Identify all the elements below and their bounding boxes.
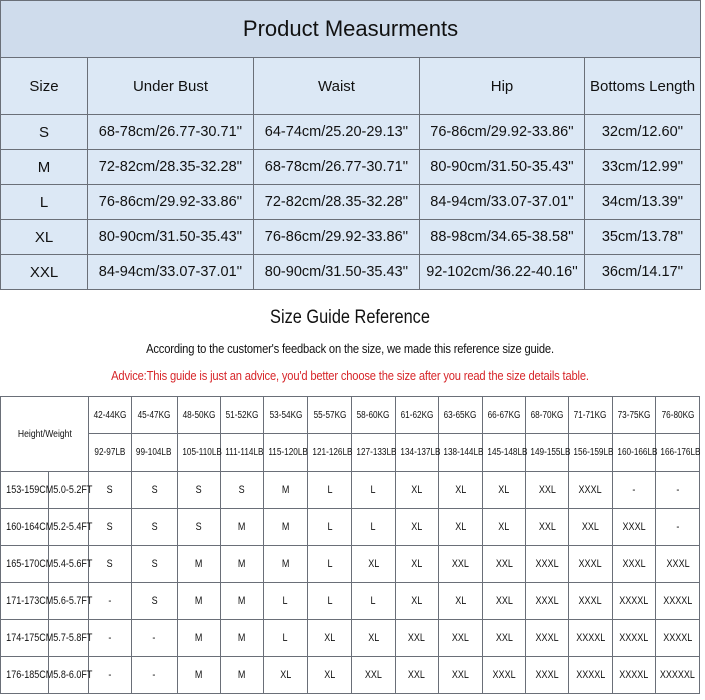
height-ft-cell: 5.0-5.2FT	[48, 472, 89, 509]
size-cell: XL	[308, 620, 352, 657]
size-cell: XL	[351, 620, 395, 657]
column-header-waist: Waist	[254, 58, 420, 115]
size-cell: -	[656, 509, 700, 546]
cell-hip: 84-94cm/33.07-37.01''	[420, 185, 585, 220]
size-cell: XXL	[482, 620, 526, 657]
size-cell: XL	[395, 472, 439, 509]
height-cm-cell: 160-164CM	[1, 509, 49, 546]
cell-bottoms-length: 35cm/13.78''	[585, 220, 701, 255]
size-cell: L	[263, 620, 308, 657]
size-cell: L	[263, 583, 308, 620]
size-cell: M	[221, 583, 264, 620]
size-cell: XXXXL	[656, 620, 700, 657]
weight-lb-cell: 127-133LB	[351, 434, 395, 472]
size-cell: XXXL	[568, 472, 612, 509]
size-cell: S	[89, 472, 132, 509]
size-cell: XXL	[482, 583, 526, 620]
size-cell: XXXXXL	[656, 657, 700, 694]
size-cell: M	[263, 509, 308, 546]
size-cell: -	[131, 620, 177, 657]
size-cell: -	[656, 472, 700, 509]
height-row	[1, 546, 700, 583]
size-cell: XXXL	[568, 583, 612, 620]
size-cell: M	[221, 620, 264, 657]
weight-lb-cell: 105-110LB	[177, 434, 221, 472]
weight-kg-cell: 71-71KG	[568, 397, 612, 434]
size-cell: S	[131, 509, 177, 546]
size-cell: XL	[482, 509, 526, 546]
size-cell: L	[308, 472, 352, 509]
size-cell: XXXL	[612, 546, 656, 583]
size-cell: XL	[482, 472, 526, 509]
cell-waist: 76-86cm/29.92-33.86''	[254, 220, 420, 255]
height-ft-cell: 5.7-5.8FT	[48, 620, 89, 657]
weight-lb-cell: 111-114LB	[221, 434, 264, 472]
size-cell: L	[351, 472, 395, 509]
weight-lb-cell: 121-126LB	[308, 434, 352, 472]
height-cm-cell: 171-173CM	[1, 583, 49, 620]
size-cell: M	[177, 546, 221, 583]
size-cell: -	[612, 472, 656, 509]
column-header-size: Size	[1, 58, 88, 115]
size-cell: XXXL	[526, 620, 569, 657]
cell-waist: 64-74cm/25.20-29.13''	[254, 115, 420, 150]
size-cell: XXXXL	[656, 583, 700, 620]
product-measurements-table	[0, 0, 700, 293]
weight-lb-cell: 134-137LB	[395, 434, 439, 472]
weight-lb-cell: 138-144LB	[439, 434, 483, 472]
size-cell: XXXL	[526, 583, 569, 620]
weight-kg-cell: 66-67KG	[482, 397, 526, 434]
size-cell: S	[221, 472, 264, 509]
size-cell: S	[89, 509, 132, 546]
size-cell: XXXL	[482, 657, 526, 694]
weight-kg-cell: 53-54KG	[263, 397, 308, 434]
height-cm-cell: 174-175CM	[1, 620, 49, 657]
height-ft-cell: 5.4-5.6FT	[48, 546, 89, 583]
height-weight-header: Height/Weight	[1, 397, 89, 472]
weight-lb-row	[1, 434, 700, 472]
weight-kg-cell: 58-60KG	[351, 397, 395, 434]
size-cell: S	[177, 509, 221, 546]
size-cell: XXXXL	[612, 657, 656, 694]
size-cell: M	[263, 546, 308, 583]
size-cell: XL	[439, 583, 483, 620]
height-cm-cell: 176-185CM	[1, 657, 49, 694]
weight-kg-row	[1, 397, 700, 434]
column-header-bottoms-length: Bottoms Length	[585, 58, 701, 115]
size-cell: XL	[263, 657, 308, 694]
measurements-title: Product Measurments	[1, 1, 701, 58]
size-cell: M	[221, 657, 264, 694]
guide-title: Size Guide Reference	[270, 307, 430, 328]
size-cell: -	[89, 620, 132, 657]
size-guide-table	[0, 396, 700, 694]
size-cell: XL	[439, 509, 483, 546]
size-cell: M	[177, 583, 221, 620]
measurement-row	[1, 115, 701, 150]
size-cell: S	[89, 546, 132, 583]
size-cell: -	[89, 657, 132, 694]
measurement-row	[1, 150, 701, 185]
cell-hip: 88-98cm/34.65-38.58''	[420, 220, 585, 255]
cell-bottoms-length: 33cm/12.99''	[585, 150, 701, 185]
cell-under-bust: 76-86cm/29.92-33.86''	[88, 185, 254, 220]
size-cell: XXL	[439, 657, 483, 694]
size-cell: XXL	[351, 657, 395, 694]
cell-size: XXL	[1, 255, 88, 290]
guide-advice: Advice:This guide is just an advice, you'd better choose the size after you read the size details table.	[111, 368, 589, 383]
cell-under-bust: 84-94cm/33.07-37.01''	[88, 255, 254, 290]
size-cell: S	[131, 583, 177, 620]
cell-size: XL	[1, 220, 88, 255]
size-cell: M	[177, 657, 221, 694]
weight-lb-cell: 156-159LB	[568, 434, 612, 472]
size-cell: L	[351, 509, 395, 546]
size-cell: L	[351, 583, 395, 620]
size-cell: XL	[395, 583, 439, 620]
size-cell: XXL	[482, 546, 526, 583]
size-cell: XXXL	[526, 546, 569, 583]
size-cell: XXL	[526, 472, 569, 509]
size-cell: XXXL	[612, 509, 656, 546]
size-cell: XXXXL	[568, 657, 612, 694]
cell-under-bust: 72-82cm/28.35-32.28''	[88, 150, 254, 185]
size-cell: M	[177, 620, 221, 657]
size-cell: XXXXL	[612, 583, 656, 620]
size-cell: XXXL	[656, 546, 700, 583]
size-cell: S	[131, 472, 177, 509]
size-cell: XXL	[439, 546, 483, 583]
weight-lb-cell: 145-148LB	[482, 434, 526, 472]
weight-kg-cell: 45-47KG	[131, 397, 177, 434]
size-cell: XL	[395, 546, 439, 583]
guide-note: According to the customer's feedback on the size, we made this reference size guide.	[146, 341, 554, 356]
weight-kg-cell: 63-65KG	[439, 397, 483, 434]
size-cell: XXL	[439, 620, 483, 657]
height-row	[1, 657, 700, 694]
height-row	[1, 583, 700, 620]
height-ft-cell: 5.2-5.4FT	[48, 509, 89, 546]
weight-lb-cell: 92-97LB	[89, 434, 132, 472]
cell-size: L	[1, 185, 88, 220]
weight-kg-cell: 42-44KG	[89, 397, 132, 434]
size-cell: XXXL	[568, 546, 612, 583]
size-cell: L	[308, 509, 352, 546]
cell-under-bust: 80-90cm/31.50-35.43''	[88, 220, 254, 255]
size-cell: M	[221, 546, 264, 583]
size-cell: -	[89, 583, 132, 620]
weight-lb-cell: 149-155LB	[526, 434, 569, 472]
cell-bottoms-length: 36cm/14.17''	[585, 255, 701, 290]
weight-lb-cell: 99-104LB	[131, 434, 177, 472]
measurement-row	[1, 255, 701, 290]
size-cell: XXXXL	[568, 620, 612, 657]
weight-kg-cell: 68-70KG	[526, 397, 569, 434]
measurement-row	[1, 220, 701, 255]
cell-size: M	[1, 150, 88, 185]
cell-bottoms-length: 34cm/13.39''	[585, 185, 701, 220]
size-cell: XL	[395, 509, 439, 546]
size-cell: M	[263, 472, 308, 509]
height-cm-cell: 153-159CM	[1, 472, 49, 509]
height-row	[1, 472, 700, 509]
size-cell: XXL	[395, 620, 439, 657]
weight-kg-cell: 76-80KG	[656, 397, 700, 434]
weight-kg-cell: 51-52KG	[221, 397, 264, 434]
cell-waist: 72-82cm/28.35-32.28''	[254, 185, 420, 220]
size-cell: L	[308, 583, 352, 620]
size-cell: XL	[439, 472, 483, 509]
weight-lb-cell: 166-176LB	[656, 434, 700, 472]
height-cm-cell: 165-170CM	[1, 546, 49, 583]
weight-kg-cell: 48-50KG	[177, 397, 221, 434]
size-cell: XL	[308, 657, 352, 694]
height-row	[1, 509, 700, 546]
cell-bottoms-length: 32cm/12.60''	[585, 115, 701, 150]
column-header-hip: Hip	[420, 58, 585, 115]
height-row	[1, 620, 700, 657]
height-ft-cell: 5.8-6.0FT	[48, 657, 89, 694]
size-cell: XL	[351, 546, 395, 583]
size-cell: XXXL	[526, 657, 569, 694]
cell-hip: 80-90cm/31.50-35.43''	[420, 150, 585, 185]
weight-kg-cell: 55-57KG	[308, 397, 352, 434]
measurements-header-row	[1, 58, 701, 115]
size-cell: S	[131, 546, 177, 583]
cell-waist: 68-78cm/26.77-30.71''	[254, 150, 420, 185]
cell-hip: 92-102cm/36.22-40.16''	[420, 255, 585, 290]
height-ft-cell: 5.6-5.7FT	[48, 583, 89, 620]
size-cell: XXL	[526, 509, 569, 546]
cell-under-bust: 68-78cm/26.77-30.71''	[88, 115, 254, 150]
size-cell: L	[308, 546, 352, 583]
size-cell: S	[177, 472, 221, 509]
cell-waist: 80-90cm/31.50-35.43''	[254, 255, 420, 290]
weight-kg-cell: 61-62KG	[395, 397, 439, 434]
column-header-under-bust: Under Bust	[88, 58, 254, 115]
size-cell: XXXXL	[612, 620, 656, 657]
size-cell: -	[131, 657, 177, 694]
cell-size: S	[1, 115, 88, 150]
weight-lb-cell: 115-120LB	[263, 434, 308, 472]
size-guide-section	[0, 294, 700, 700]
weight-kg-cell: 73-75KG	[612, 397, 656, 434]
size-cell: M	[221, 509, 264, 546]
weight-lb-cell: 160-166LB	[612, 434, 656, 472]
cell-hip: 76-86cm/29.92-33.86''	[420, 115, 585, 150]
size-cell: XXL	[568, 509, 612, 546]
measurement-row	[1, 185, 701, 220]
size-cell: XXL	[395, 657, 439, 694]
